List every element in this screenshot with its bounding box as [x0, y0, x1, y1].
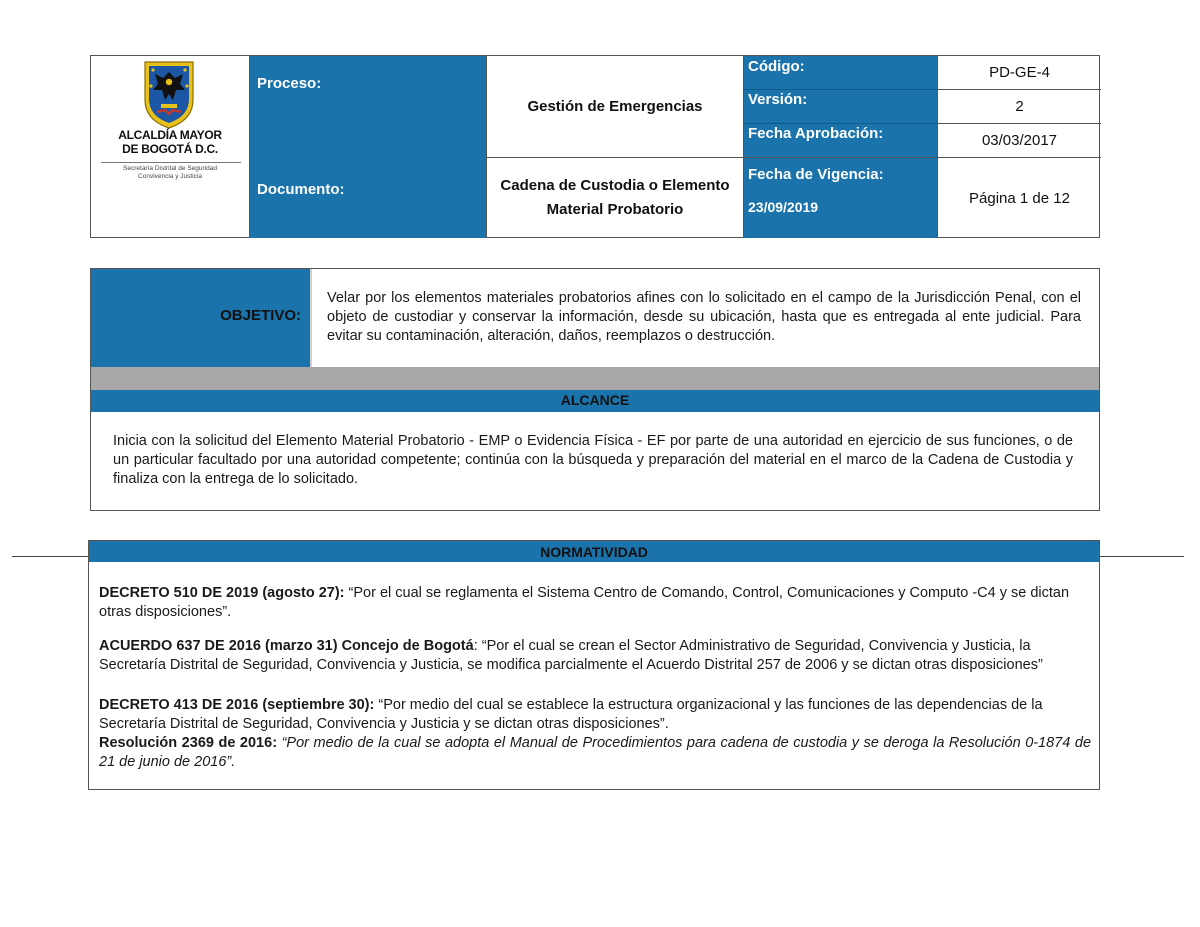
- logo-name-line2: DE BOGOTÁ D.C.: [122, 142, 218, 156]
- norm-item-title: ACUERDO 637 DE 2016 (marzo 31) Concejo de Bogotá: [99, 638, 474, 654]
- documento-value: [487, 158, 743, 238]
- fecha-vigencia-label: Fecha de Vigencia:: [748, 166, 884, 183]
- documento-value-line2: Material Probatorio: [546, 201, 684, 218]
- norm-item-title: Resolución 2369 de 2016:: [99, 735, 282, 751]
- fecha-aprobacion-label: Fecha Aprobación:: [748, 125, 884, 142]
- norm-item: [99, 696, 1089, 734]
- codigo-value: PD-GE-4: [989, 64, 1050, 81]
- alcance-text: Inicia con la solicitud del Elemento Material Probatorio - EMP o Evidencia Física - EF por parte de una autoridad en ejercicio de sus funciones, o de un particular facultado por una autoridad competente; continúa con la búsqueda y preparación del material en el marco de la Cadena de Custodia y finaliza con la entrega de lo solicitado.: [113, 433, 1073, 487]
- norm-item-text: “Por medio del cual se establece la estructura organizacional y las funciones de las dependencias de la Secretaría Distrital de Seguridad, Convivencia y Justicia y se dictan otras disposiciones”.: [99, 697, 1043, 732]
- version-label: Versión:: [748, 91, 808, 108]
- documento-value-line1: Cadena de Custodia o Elemento: [500, 177, 730, 194]
- norm-item-title: DECRETO 413 DE 2016 (septiembre 30):: [99, 697, 379, 713]
- logo-name-line1: ALCALDÍA MAYOR: [118, 128, 222, 142]
- pagina-value: Página 1 de 12: [969, 189, 1070, 207]
- logo-subtitle-line1: Secretaría Distrital de Seguridad: [123, 165, 217, 172]
- fecha-vigencia-value: 23/09/2019: [748, 199, 819, 215]
- norm-item-title: DECRETO 510 DE 2019 (agosto 27):: [99, 585, 349, 601]
- codigo-label: Código:: [748, 58, 805, 75]
- normatividad-heading: NORMATIVIDAD: [540, 544, 648, 560]
- bogota-coat-of-arms-icon: [143, 60, 195, 130]
- document-header-table: [90, 55, 1100, 238]
- norm-item: [99, 584, 1089, 622]
- norm-item-text: “Por el cual se reglamenta el Sistema Centro de Comando, Control, Comunicaciones y Computo -C4 y se dictan otras disposiciones”.: [99, 585, 1070, 620]
- logo-subtitle-line2: Convivencia y Justicia: [138, 173, 202, 180]
- proceso-label: Proceso:: [257, 75, 322, 92]
- proceso-value: Gestión de Emergencias: [527, 98, 703, 115]
- alcance-heading: ALCANCE: [560, 392, 630, 408]
- fecha-aprobacion-value: 03/03/2017: [981, 132, 1058, 149]
- objetivo-label: OBJETIVO:: [220, 307, 301, 324]
- logo-block: [91, 56, 249, 238]
- norm-item-text: : “Por el cual se crean el Sector Administrativo de Seguridad, Convivencia y Justicia, la Secretaría Distrital de Seguridad, Convivencia y Justicia, se modifica parcialmente el Acuerdo Distrital 257 de 2006 y se dictan otras disposiciones”: [99, 638, 1043, 673]
- separator-band: [91, 367, 1099, 390]
- objetivo-alcance-box: [90, 268, 1100, 511]
- norm-item: [99, 637, 1089, 675]
- documento-label: Documento:: [257, 181, 345, 198]
- objetivo-text: Velar por los elementos materiales probatorios afines con lo solicitado en el campo de la Jurisdicción Penal, con el objeto de custodiar y conservar la información, desde su ubicación, hasta que es entregada al ente judicial. Para evitar su contaminación, alteración, daños, reemplazos o destrucción.: [327, 290, 1081, 344]
- normatividad-box: [88, 540, 1100, 790]
- version-value: 2: [1015, 98, 1024, 115]
- norm-item: [99, 734, 1091, 772]
- norm-item-text: “Por medio de la cual se adopta el Manual de Procedimientos para cadena de custodia y se deroga la Resolución 0-1874 de 21 de junio de 2016”.: [99, 735, 1092, 770]
